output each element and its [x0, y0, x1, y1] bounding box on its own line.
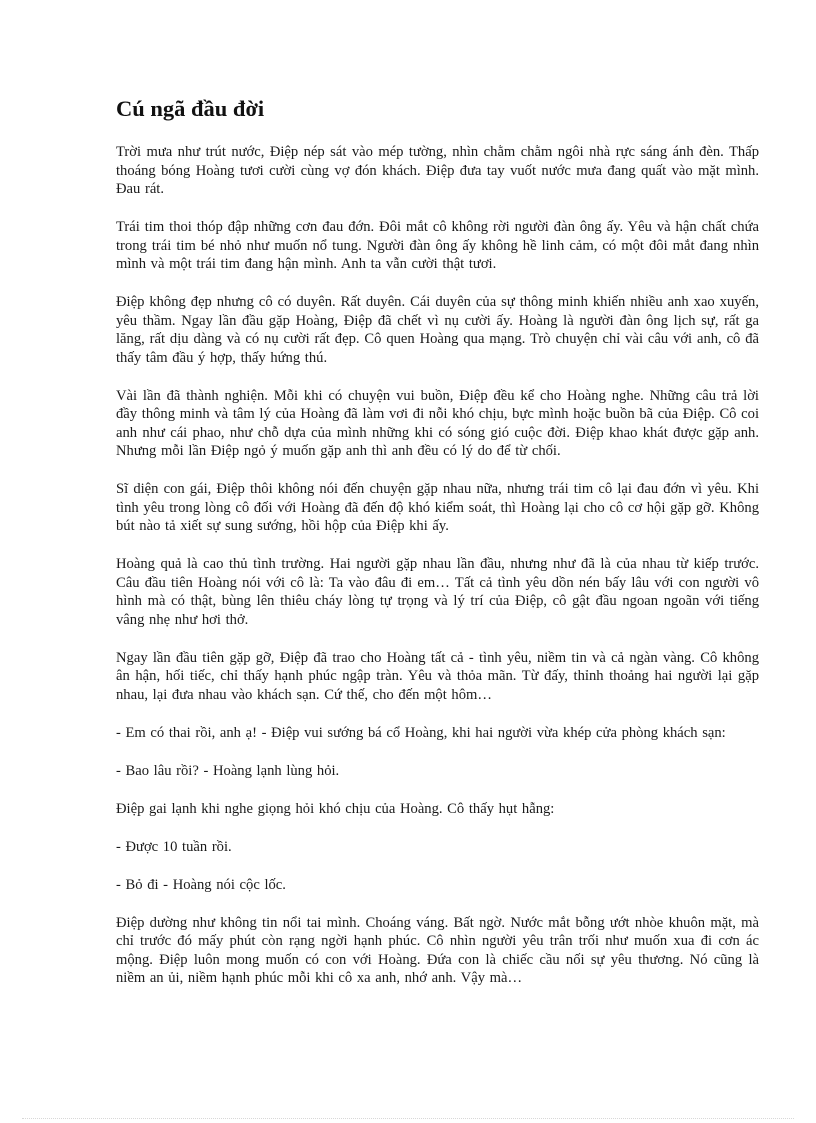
document-page	[116, 94, 759, 1007]
dialogue-line-4: - Bỏ đi - Hoàng nói cộc lốc.	[116, 876, 286, 893]
page-bottom-divider	[22, 1118, 794, 1119]
dialogue-line-2: - Bao lâu rồi? - Hoàng lạnh lùng hỏi.	[116, 762, 340, 779]
paragraph-3: Điệp không đẹp nhưng cô có duyên. Rất duyên. Cái duyên của sự thông minh khiến nhiều anh xao xuyến, yêu thầm. Ngay lần đầu gặp Hoàng, Điệp đã chết vì nụ cười ấy. Hoàng là người đàn ông lịch sự, rất ga lăng, rất dịu dàng và có nụ cười rất đẹp. Cô quen Hoàng qua mạng. Trò chuyện chỉ vài câu với anh, cô đã thấy tâm đầu ý hợp, thấy hứng thú.	[116, 294, 759, 366]
paragraph-9: Điệp dường như không tin nổi tai mình. Choáng váng. Bất ngờ. Nước mắt bỗng ướt nhòe khuôn mặt, mà chỉ trước đó mấy phút còn rạng ngời hạnh phúc. Cô nhìn người yêu trân trối như muốn xua đi cơn ác mộng. Điệp luôn mong muốn có con với Hoàng. Đứa con là chiếc cầu nối sự yêu thương. Nó cũng là niềm an ủi, niềm hạnh phúc mỗi khi cô xa anh, nhớ anh. Vậy mà…	[116, 914, 759, 986]
dialogue-line-3: - Được 10 tuần rồi.	[116, 838, 232, 855]
paragraph-5: Sĩ diện con gái, Điệp thôi không nói đến chuyện gặp nhau nữa, nhưng trái tim cô lại đau đớn vì yêu. Khi tình yêu trong lòng cô đối với Hoàng đã đến độ khó kiểm soát, thì Hoàng lại cho cô cơ hội gặp gỡ. Không bút nào tả xiết sự sung sướng, hồi hộp của Điệp khi ấy.	[116, 481, 759, 534]
paragraph-4: Vài lần đã thành nghiện. Mỗi khi có chuyện vui buồn, Điệp đều kể cho Hoàng nghe. Những câu trả lời đầy thông minh và tâm lý của Hoàng đã làm vơi đi nỗi khó chịu, bực mình hoặc buồn bã của Điệp. Cô coi anh như cái phao, như chỗ dựa của mình những khi có sóng gió cuộc đời. Điệp khao khát được gặp anh. Nhưng mỗi lần Điệp ngỏ ý muốn gặp anh thì anh đều có lý do để từ chối.	[116, 387, 759, 459]
document-title: Cú ngã đầu đời	[116, 96, 265, 121]
paragraph-2: Trái tim thoi thóp đập những cơn đau đớn. Đôi mắt cô không rời người đàn ông ấy. Yêu và hận chất chứa trong trái tim bé nhỏ như muốn nổ tung. Người đàn ông ấy không hề linh cảm, có một đôi mắt đang nhìn mình và một trái tim đang hận mình. Anh ta vẫn cười thật tươi.	[116, 219, 759, 272]
dialogue-line-1: - Em có thai rồi, anh ạ! - Điệp vui sướng bá cổ Hoàng, khi hai người vừa khép cửa phòng khách sạn:	[116, 724, 726, 741]
paragraph-6: Hoàng quả là cao thủ tình trường. Hai người gặp nhau lần đầu, nhưng như đã là của nhau từ kiếp trước. Câu đầu tiên Hoàng nói với cô là: Ta vào đâu đi em… Tất cả tình yêu dồn nén bấy lâu với con người vô hình mà có thật, bùng lên thiêu cháy lòng tự trọng và lý trí của Điệp, cô gật đầu ngoan ngoãn với tiếng vâng nhẹ như hơi thở.	[116, 556, 759, 628]
paragraph-1: Trời mưa như trút nước, Điệp nép sát vào mép tường, nhìn chằm chằm ngôi nhà rực sáng ánh đèn. Thấp thoáng bóng Hoàng tươi cười cùng vợ đón khách. Điệp đưa tay vuốt nước mưa đang quất vào mặt mình. Đau rát.	[116, 144, 759, 197]
paragraph-8: Điệp gai lạnh khi nghe giọng hỏi khó chịu của Hoàng. Cô thấy hụt hẫng:	[116, 800, 555, 817]
paragraph-7: Ngay lần đầu tiên gặp gỡ, Điệp đã trao cho Hoàng tất cả - tình yêu, niềm tin và cả ngàn vàng. Cô không ân hận, hối tiếc, chỉ thấy hạnh phúc ngập tràn. Yêu và thỏa mãn. Từ đấy, thỉnh thoảng hai người lại gặp nhau, lại đưa nhau vào khách sạn. Cứ thế, cho đến một hôm…	[116, 649, 759, 703]
